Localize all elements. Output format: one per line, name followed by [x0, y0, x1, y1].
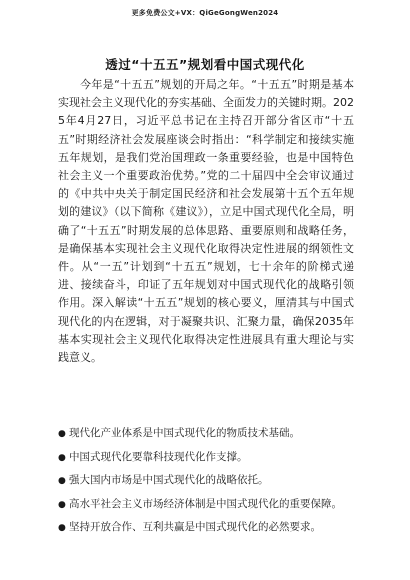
bullet-text: 高水平社会主义市场经济体制是中国式现代化的重要保障。	[69, 497, 342, 510]
bullet-item	[58, 469, 358, 493]
bullet-text: 现代化产业体系是中国式现代化的物质技术基础。	[69, 427, 300, 439]
bullet-text: 中国式现代化要靠科技现代化作支撑。	[69, 450, 248, 463]
bullet-dot-icon: ●	[58, 499, 66, 510]
bullet-item	[58, 516, 358, 540]
document-title: 透过“十五五”规划看中国式现代化	[105, 57, 305, 72]
bullet-dot-icon: ●	[58, 429, 66, 439]
bullet-item	[58, 446, 358, 470]
header-note: 更多免费公文+VX：QiGeGongWen2024	[131, 9, 279, 17]
body-paragraph: 今年是“十五五”规划的开局之年。“十五五”时期是基本实现社会主义现代化的夯实基础、全面发力的关键时期。2025年4月27日，习近平总书记在主持召开部分省区市“十五五”时期经济社会发展座谈会时指出：“科学制定和接续实施五年规划，是我们党治国理政一条重要经验，也是中国特色社会主义一个重要政治优势。”党的二十届四中全会审议通过的《中共中央关于制定国民经济和社会发展第十五个五年规划的建议》（以下简称《建议》），立足中国式现代化全局，明确了“十五五”时期发展的总体思路、重要原则和战略任务，是确保基本实现社会主义现代化取得决定性进展的纲领性文件。从“一五”计划到“十五五”规划，七十余年的阶梯式递进、接续奋斗，印证了五年规划对中国式现代化的战略引领作用。深入解读“十五五”规划的核心要义，厘清其与中国式现代化的内在逻辑，对于凝聚共识、汇聚力量，确保2035年基本实现社会主义现代化取得决定性进展具有重大理论与实践意义。	[58, 78, 354, 365]
bullet-list	[58, 422, 358, 540]
bullet-dot-icon: ●	[58, 452, 66, 463]
bullet-item	[58, 422, 358, 446]
bullet-text: 强大国内市场是中国式现代化的战略依托。	[69, 474, 269, 487]
bullet-text: 坚持开放合作、互利共赢是中国式现代化的必然要求。	[69, 521, 321, 534]
bullet-dot-icon: ●	[58, 476, 66, 487]
bullet-item	[58, 493, 358, 517]
bullet-dot-icon: ●	[58, 523, 66, 534]
